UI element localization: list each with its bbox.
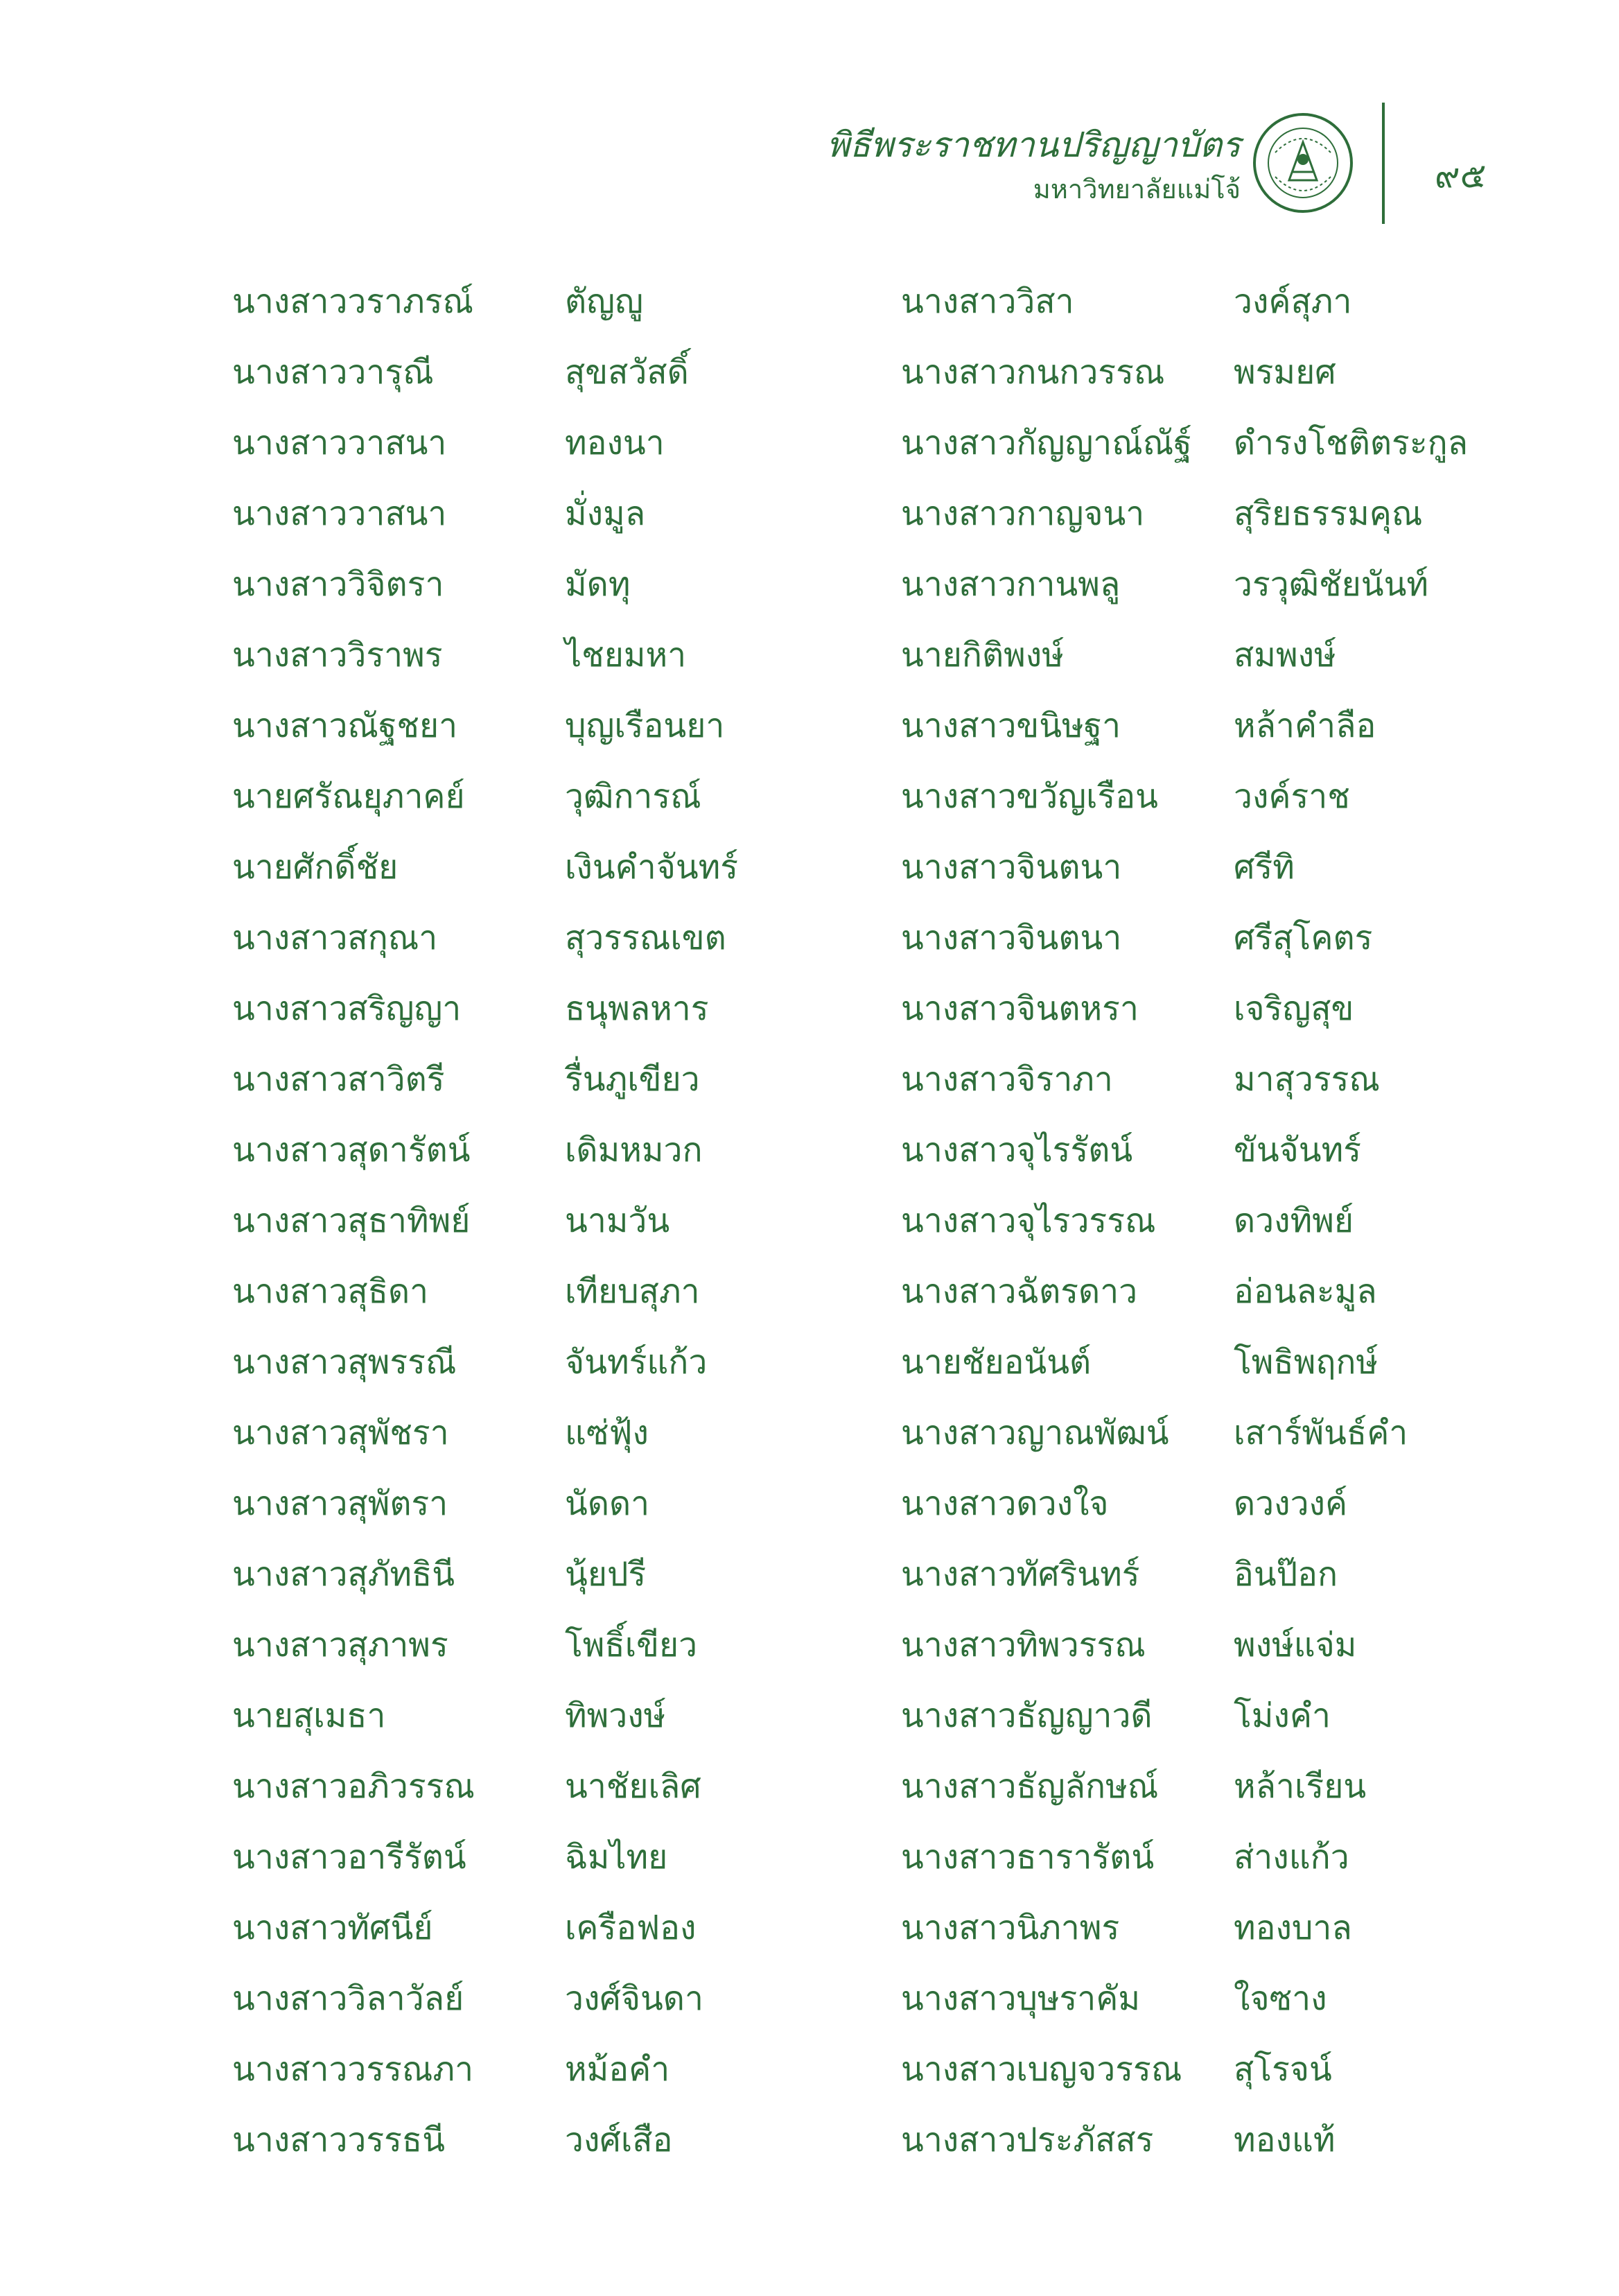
first-name-right: นางสาวธารารัตน์: [901, 1838, 1155, 1877]
last-name-left: โพธิ์เขียว: [565, 1626, 698, 1664]
first-name-left: นางสาววิลาวัลย์: [232, 1979, 464, 2018]
last-name-left: ทองนา: [565, 424, 665, 462]
first-name-left: นางสาววารุณี: [232, 353, 434, 392]
last-name-left: บุญเรือนยา: [565, 706, 725, 745]
first-name-right: นางสาวเบญจวรรณ: [901, 2050, 1182, 2089]
first-name-left: นางสาวสุธาทิพย์: [232, 1201, 471, 1240]
last-name-left: วงศ์เสือ: [565, 2121, 673, 2159]
last-name-left: วงศ์จินดา: [565, 1979, 703, 2018]
name-row: [0, 1833, 1619, 1904]
first-name-left: นางสาวสาวิตรี: [232, 1060, 445, 1099]
last-name-right: ทองแท้: [1234, 2121, 1336, 2159]
graduate-name-list: [0, 277, 1619, 2184]
last-name-right: ศรีสุโคตร: [1234, 919, 1373, 957]
last-name-right: สมพงษ์: [1234, 636, 1336, 675]
first-name-right: นางสาวธัญญาวดี: [901, 1696, 1153, 1735]
last-name-right: พรมยศ: [1234, 353, 1336, 392]
name-row: [0, 772, 1619, 843]
last-name-left: แซ่ฟุ้ง: [565, 1414, 649, 1452]
last-name-left: มัดทุ: [565, 565, 631, 604]
last-name-left: หม้อคำ: [565, 2050, 670, 2089]
name-row: [0, 1762, 1619, 1833]
first-name-left: นางสาวสุภาพร: [232, 1626, 448, 1664]
last-name-right: ดวงทิพย์: [1234, 1201, 1354, 1240]
last-name-left: ตัญญู: [565, 282, 643, 321]
last-name-left: ฉิมไทย: [565, 1838, 668, 1877]
last-name-left: นุ้ยปรี: [565, 1555, 647, 1594]
first-name-left: นางสาววาสนา: [232, 494, 447, 533]
first-name-right: นางสาวกนกวรรณ: [901, 353, 1165, 392]
last-name-left: ธนุพลหาร: [565, 989, 709, 1028]
first-name-right: นางสาวจินตหรา: [901, 989, 1139, 1028]
last-name-right: ทองบาล: [1234, 1908, 1352, 1947]
first-name-left: นางสาววรรณภา: [232, 2050, 474, 2089]
university-name: มหาวิทยาลัยแม่โจ้: [1033, 174, 1241, 205]
last-name-left: นัดดา: [565, 1484, 650, 1523]
page-header: [818, 111, 1511, 236]
name-row: [0, 1479, 1619, 1550]
last-name-left: วุฒิการณ์: [565, 777, 701, 816]
name-row: [0, 631, 1619, 702]
first-name-left: นางสาวทัศนีย์: [232, 1908, 433, 1947]
last-name-right: เสาร์พันธ์คำ: [1234, 1414, 1408, 1452]
last-name-left: เทียบสุภา: [565, 1272, 700, 1311]
first-name-right: นางสาวจุไรรัตน์: [901, 1131, 1133, 1169]
last-name-left: รื่นภูเขียว: [565, 1060, 700, 1099]
name-row: [0, 1197, 1619, 1267]
name-row: [0, 2116, 1619, 2186]
last-name-right: เจริญสุข: [1234, 989, 1354, 1028]
first-name-right: นางสาวจุไรวรรณ: [901, 1201, 1156, 1240]
name-row: [0, 1621, 1619, 1691]
last-name-left: นามวัน: [565, 1201, 670, 1240]
header-divider: [1382, 103, 1385, 224]
first-name-left: นางสาวอภิวรรณ: [232, 1767, 475, 1806]
first-name-left: นางสาวสุพัชรา: [232, 1414, 449, 1452]
first-name-left: นางสาววาสนา: [232, 424, 447, 462]
last-name-left: สุขสวัสดิ์: [565, 353, 689, 392]
first-name-right: นางสาวขวัญเรือน: [901, 777, 1158, 816]
name-row: [0, 1550, 1619, 1621]
first-name-right: นางสาวบุษราคัม: [901, 1979, 1140, 2018]
last-name-left: จันทร์แก้ว: [565, 1343, 708, 1382]
last-name-right: อินป๊อก: [1234, 1555, 1338, 1594]
last-name-left: มั่งมูล: [565, 494, 646, 533]
first-name-right: นางสาวทิพวรรณ: [901, 1626, 1146, 1664]
first-name-left: นางสาวสุพัตรา: [232, 1484, 448, 1523]
name-row: [0, 419, 1619, 489]
first-name-left: นายศักดิ์ชัย: [232, 848, 399, 887]
first-name-right: นางสาวนิภาพร: [901, 1908, 1120, 1947]
first-name-left: นางสาวณัฐชยา: [232, 706, 458, 745]
name-row: [0, 984, 1619, 1055]
last-name-right: หล้าคำลือ: [1234, 706, 1376, 745]
last-name-right: ใจซาง: [1234, 1979, 1327, 2018]
name-row: [0, 489, 1619, 560]
name-row: [0, 843, 1619, 914]
first-name-left: นางสาวอารีรัตน์: [232, 1838, 466, 1877]
name-row: [0, 1126, 1619, 1197]
last-name-right: มาสุวรรณ: [1234, 1060, 1380, 1099]
last-name-left: เครือฟอง: [565, 1908, 697, 1947]
last-name-left: ไชยมหา: [565, 636, 687, 675]
last-name-right: ดำรงโชติตระกูล: [1234, 424, 1469, 462]
ceremony-title: พิธีพระราชทานปริญญาบัตร: [826, 125, 1241, 165]
last-name-left: นาชัยเลิศ: [565, 1767, 701, 1806]
last-name-right: ศรีทิ: [1234, 848, 1295, 887]
last-name-right: โพธิพฤกษ์: [1234, 1343, 1379, 1382]
name-row: [0, 1974, 1619, 2045]
first-name-left: นางสาววรรธนี: [232, 2121, 446, 2159]
first-name-right: นายกิติพงษ์: [901, 636, 1064, 675]
page-number: ๙๕: [1435, 155, 1487, 195]
last-name-right: ดวงวงค์: [1234, 1484, 1348, 1523]
first-name-right: นางสาวดวงใจ: [901, 1484, 1109, 1523]
name-row: [0, 1267, 1619, 1338]
first-name-left: นางสาวสกุณา: [232, 919, 438, 957]
first-name-right: นางสาวจิราภา: [901, 1060, 1113, 1099]
first-name-right: นางสาววิสา: [901, 282, 1074, 321]
name-row: [0, 1691, 1619, 1762]
last-name-left: เดิมหมวก: [565, 1131, 703, 1169]
name-row: [0, 1409, 1619, 1479]
first-name-left: นางสาวสริญญา: [232, 989, 462, 1028]
first-name-left: นางสาวสุพรรณี: [232, 1343, 457, 1382]
first-name-right: นางสาวจินตนา: [901, 848, 1122, 887]
first-name-left: นางสาววราภรณ์: [232, 282, 474, 321]
last-name-right: โม่งคำ: [1234, 1696, 1331, 1735]
first-name-left: นางสาวสุดารัตน์: [232, 1131, 471, 1169]
last-name-right: สุโรจน์: [1234, 2050, 1332, 2089]
last-name-left: สุวรรณเขต: [565, 919, 726, 957]
last-name-right: หล้าเรียน: [1234, 1767, 1367, 1806]
last-name-left: เงินคำจันทร์: [565, 848, 739, 887]
last-name-right: อ่อนละมูล: [1234, 1272, 1377, 1311]
name-row: [0, 1904, 1619, 1974]
last-name-right: ขันจันทร์: [1234, 1131, 1361, 1169]
last-name-right: วรวุฒิชัยนันท์: [1234, 565, 1429, 604]
name-row: [0, 560, 1619, 631]
first-name-right: นางสาวกานพลู: [901, 565, 1121, 604]
name-row: [0, 2045, 1619, 2116]
last-name-right: พงษ์แจ่ม: [1234, 1626, 1357, 1664]
last-name-right: ส่างแก้ว: [1234, 1838, 1349, 1877]
first-name-left: นางสาวสุธิดา: [232, 1272, 429, 1311]
first-name-right: นางสาวธัญลักษณ์: [901, 1767, 1159, 1806]
first-name-left: นายสุเมธา: [232, 1696, 386, 1735]
first-name-right: นางสาวกัญญาณ์ณัฐ์: [901, 424, 1192, 462]
last-name-left: ทิพวงษ์: [565, 1696, 666, 1735]
name-row: [0, 348, 1619, 419]
first-name-right: นางสาวทัศรินทร์: [901, 1555, 1140, 1594]
last-name-right: สุริยธรรมคุณ: [1234, 494, 1423, 533]
first-name-right: นางสาวญาณพัฒน์: [901, 1414, 1169, 1452]
first-name-left: นายศรัณยุภาคย์: [232, 777, 465, 816]
first-name-left: นางสาววิราพร: [232, 636, 443, 675]
last-name-right: วงค์สุภา: [1234, 282, 1352, 321]
name-row: [0, 277, 1619, 348]
first-name-right: นายชัยอนันต์: [901, 1343, 1092, 1382]
name-row: [0, 914, 1619, 984]
name-row: [0, 1055, 1619, 1126]
maejo-university-seal-icon: [1251, 111, 1355, 215]
last-name-right: วงค์ราช: [1234, 777, 1350, 816]
name-row: [0, 1338, 1619, 1409]
first-name-left: นางสาวสุภัทธินี: [232, 1555, 455, 1594]
first-name-left: นางสาววิจิตรา: [232, 565, 444, 604]
first-name-right: นางสาวขนิษฐา: [901, 706, 1121, 745]
first-name-right: นางสาวฉัตรดาว: [901, 1272, 1138, 1311]
name-row: [0, 702, 1619, 772]
first-name-right: นางสาวกาญจนา: [901, 494, 1145, 533]
first-name-right: นางสาวประภัสสร: [901, 2121, 1154, 2159]
first-name-right: นางสาวจินตนา: [901, 919, 1122, 957]
